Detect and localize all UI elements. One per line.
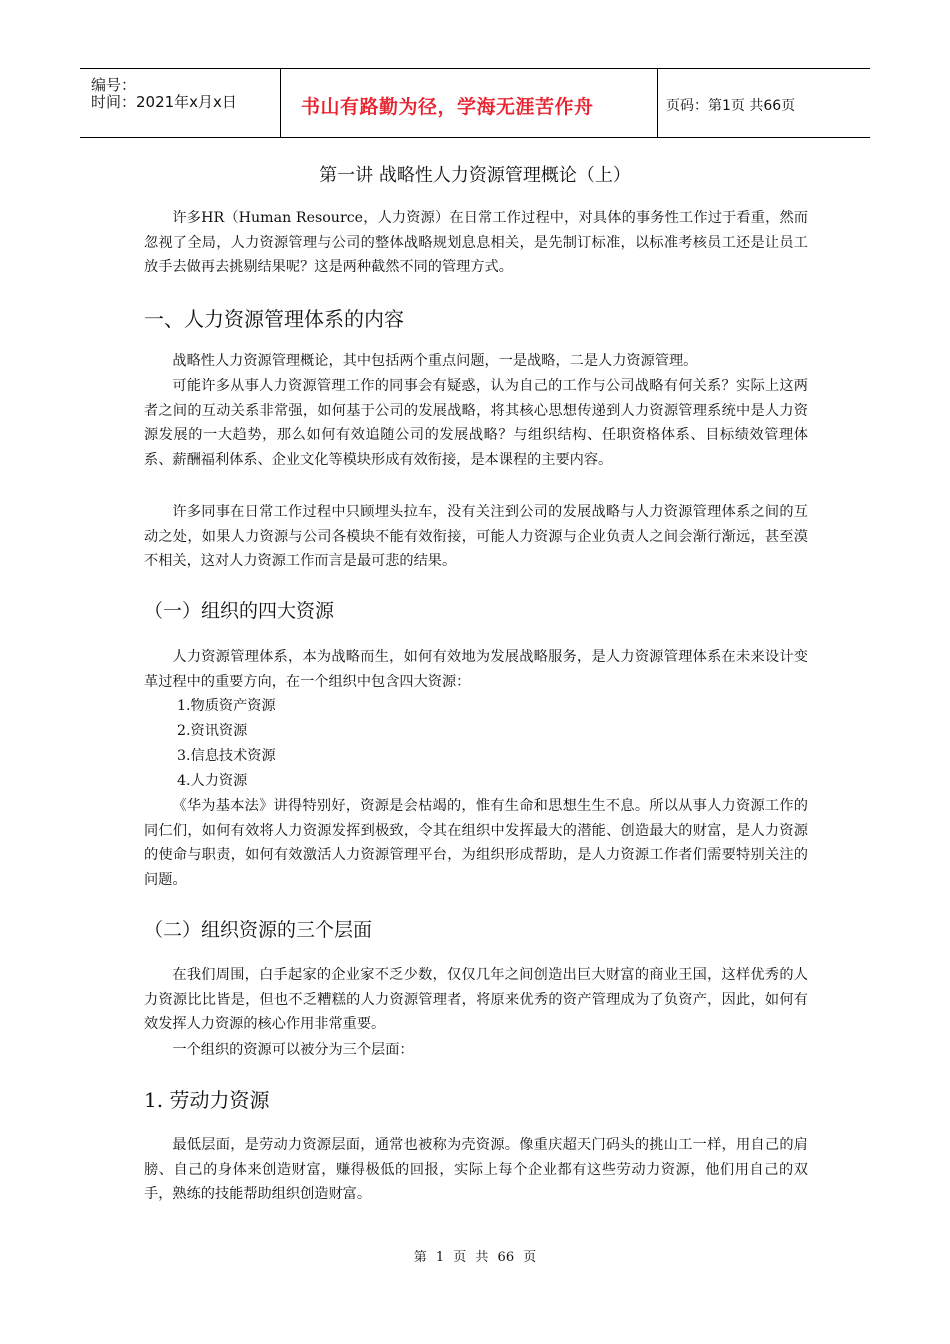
list-item: 4.人力资源: [177, 773, 248, 789]
header-meta-cell: [80, 69, 281, 137]
document-header: [80, 68, 870, 138]
document-time-label: 时间：2021年x月x日: [91, 93, 237, 111]
body-paragraph: 可能许多从事人力资源管理工作的同事会有疑惑，认为自己的工作与公司战略有何关系？实际上这两者之间的互动关系非常强，如何基于公司的发展战略，将其核心思想传递到人力资源管理系统中是人力资源发展的一大趋势，那么如何有效追随公司的发展战略？与组织结构、任职资格体系、目标绩效管理体系、薪酬福利体系、企业文化等模块形成有效衔接，是本课程的主要内容。: [144, 378, 808, 468]
list-item: 3.信息技术资源: [177, 748, 276, 764]
body-paragraph: 人力资源管理体系，本为战略而生，如何有效地为发展战略服务，是人力资源管理体系在未来设计变革过程中的重要方向，在一个组织中包含四大资源：: [144, 649, 808, 690]
list-item: 2.资讯资源: [177, 723, 248, 739]
lecture-title: 第一讲 战略性人力资源管理概论（上）: [319, 165, 631, 186]
body-paragraph: 最低层面，是劳动力资源层面，通常也被称为壳资源。像重庆超天门码头的挑山工一样，用自己的肩膀、自己的身体来创造财富，赚得极低的回报，实际上每个企业都有这些劳动力资源，他们用自己的双手，熟练的技能帮助组织创造财富。: [144, 1137, 808, 1202]
body-paragraph: 一个组织的资源可以被分为三个层面：: [172, 1042, 414, 1058]
subsection-heading: （二）组织资源的三个层面: [144, 919, 373, 941]
page-footer: 第 1 页 共 66 页: [413, 1250, 537, 1265]
section-heading: 一、人力资源管理体系的内容: [144, 307, 404, 331]
body-paragraph: 战略性人力资源管理概论，其中包括两个重点问题，一是战略，二是人力资源管理。: [172, 353, 698, 369]
subsection-heading: 1. 劳动力资源: [144, 1088, 270, 1112]
header-page-cell: [658, 69, 870, 137]
body-paragraph: 《华为基本法》讲得特别好，资源是会枯竭的，惟有生命和思想生生不息。所以从事人力资源工作的同仁们，如何有效将人力资源发挥到极致，令其在组织中发挥最大的潜能、创造最大的财富，是人力资源的使命与职责，如何有效激活人力资源管理平台，为组织形成帮助，是人力资源工作者们需要特别关注的问题。: [144, 798, 808, 888]
document-number-label: 编号：: [91, 76, 137, 94]
body-paragraph: 许多同事在日常工作过程中只顾埋头拉车，没有关注到公司的发展战略与人力资源管理体系之间的互动之处，如果人力资源与公司各模块不能有效衔接，可能人力资源与企业负责人之间会渐行渐远，甚至漠不相关，这对人力资源工作而言是最可悲的结果。: [144, 504, 808, 569]
intro-paragraph: 许多HR（Human Resource，人力资源）在日常工作过程中，对具体的事务性工作过于看重，然而忽视了全局，人力资源管理与公司的整体战略规划息息相关，是先制订标准，以标准考核员工还是让员工放手去做再去挑剔结果呢？这是两种截然不同的管理方式。: [144, 210, 808, 275]
list-item: 1.物质资产资源: [177, 698, 276, 714]
header-motto-cell: [281, 69, 658, 137]
header-motto: 书山有路勤为径，学海无涯苦作舟: [301, 96, 594, 118]
header-page-info: 页码：第1页 共66页: [666, 98, 796, 114]
body-paragraph: 在我们周围，白手起家的企业家不乏少数，仅仅几年之间创造出巨大财富的商业王国，这样优秀的人力资源比比皆是，但也不乏糟糕的人力资源管理者，将原来优秀的资产管理成为了负资产，因此，如何有效发挥人力资源的核心作用非常重要。: [144, 967, 808, 1032]
subsection-heading: （一）组织的四大资源: [144, 600, 335, 622]
